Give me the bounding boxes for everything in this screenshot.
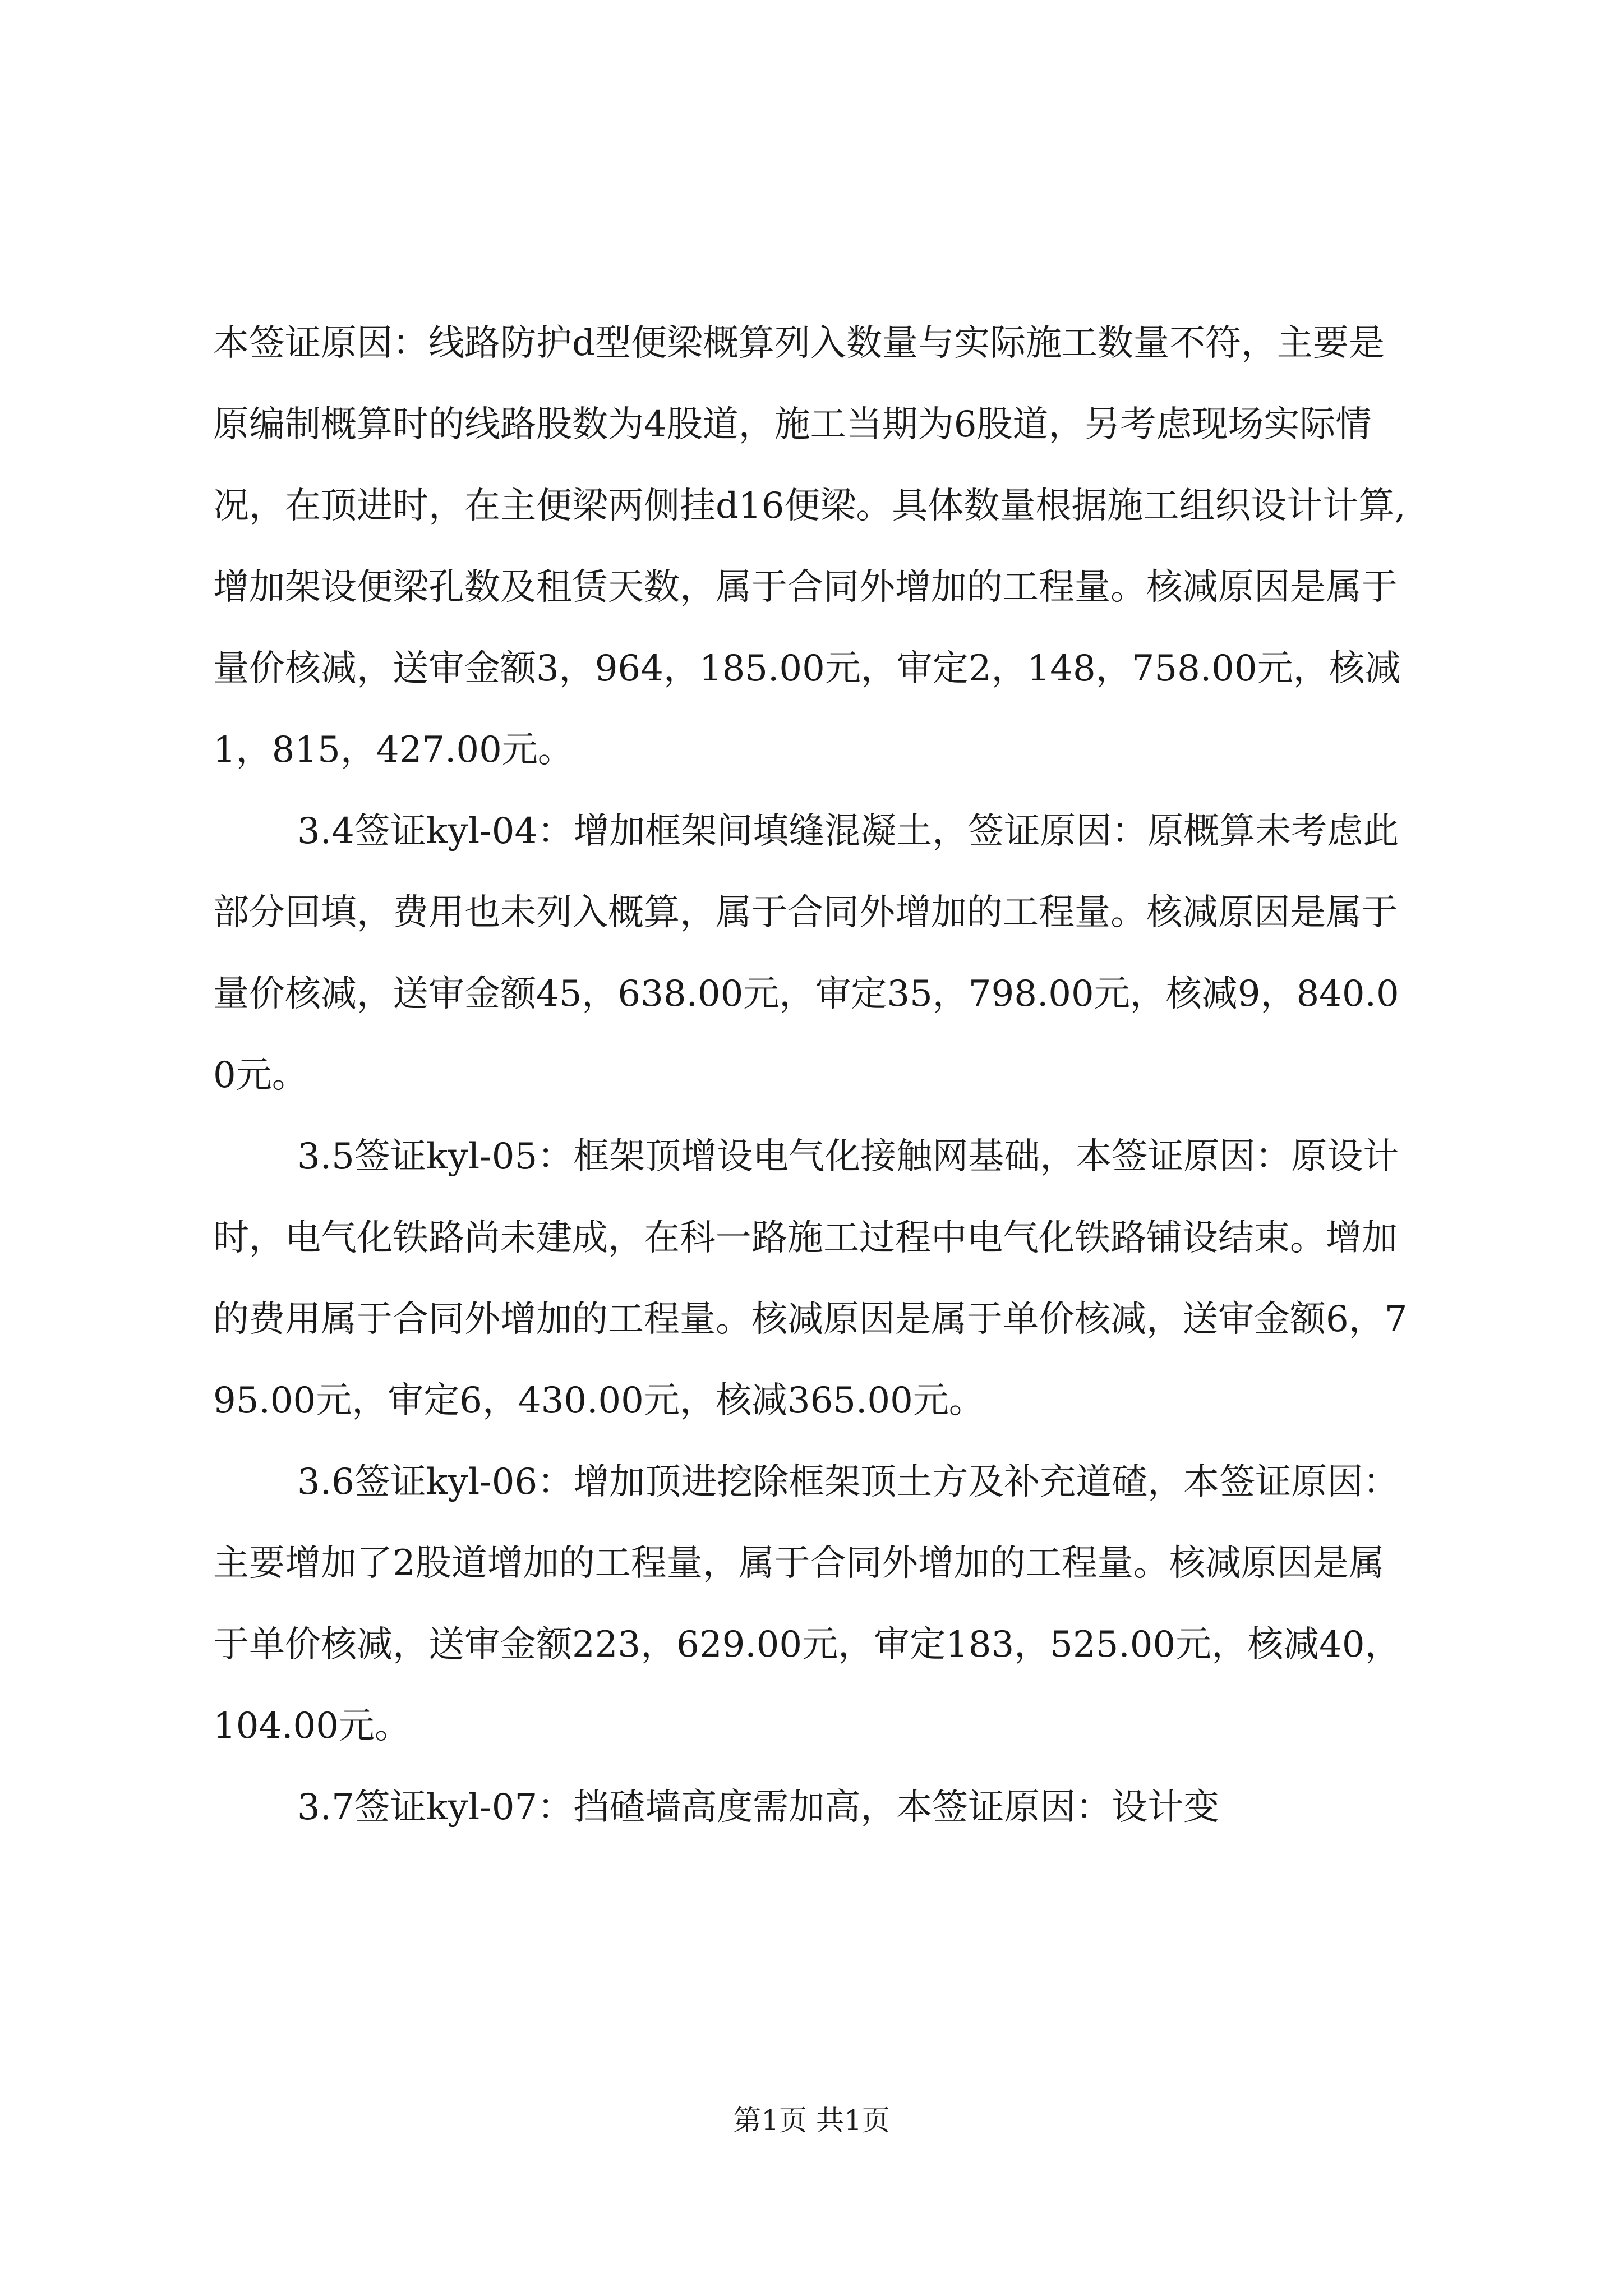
document-body [213,303,1413,1848]
paragraph-5: 3.7签证kyl-07：挡碴墙高度需加高，本签证原因：设计变 [297,1787,1220,1828]
paragraph-1: 本签证原因：线路防护d型便梁概算列入数量与实际施工数量不符，主要是原编制概算时的线路股数为4股道，施工当期为6股道，另考虑现场实际情况，在顶进时，在主便梁两侧挂d16便梁。具体数量根据施工组织设计计算,增加架设便梁孔数及租赁天数，属于合同外增加的工程量。核减原因是属于量价核减，送审金额3，964，185.00元，审定2，148，758.00元，核减1，815，427.00元。 [213,323,1406,771]
paragraph-4: 3.6签证kyl-06：增加顶进挖除框架顶土方及补充道碴，本签证原因：主要增加了2股道增加的工程量，属于合同外增加的工程量。核减原因是属于单价核减，送审金额223，629.00元，审定183，525.00元，核减40，104.00元。 [213,1461,1401,1747]
paragraph-2: 3.4签证kyl-04：增加框架间填缝混凝土，签证原因：原概算未考虑此部分回填，费用也未列入概算，属于合同外增加的工程量。核减原因是属于量价核减，送审金额45，638.00元，审定35，798.00元，核减9，840.00元。 [213,811,1399,1096]
page-footer: 第1页 共1页 [733,2104,890,2137]
paragraph-3: 3.5签证kyl-05：框架顶增设电气化接触网基础，本签证原因：原设计时，电气化铁路尚未建成，在科一路施工过程中电气化铁路铺设结束。增加的费用属于合同外增加的工程量。核减原因是属于单价核减，送审金额6，795.00元，审定6，430.00元，核减365.00元。 [213,1136,1408,1421]
